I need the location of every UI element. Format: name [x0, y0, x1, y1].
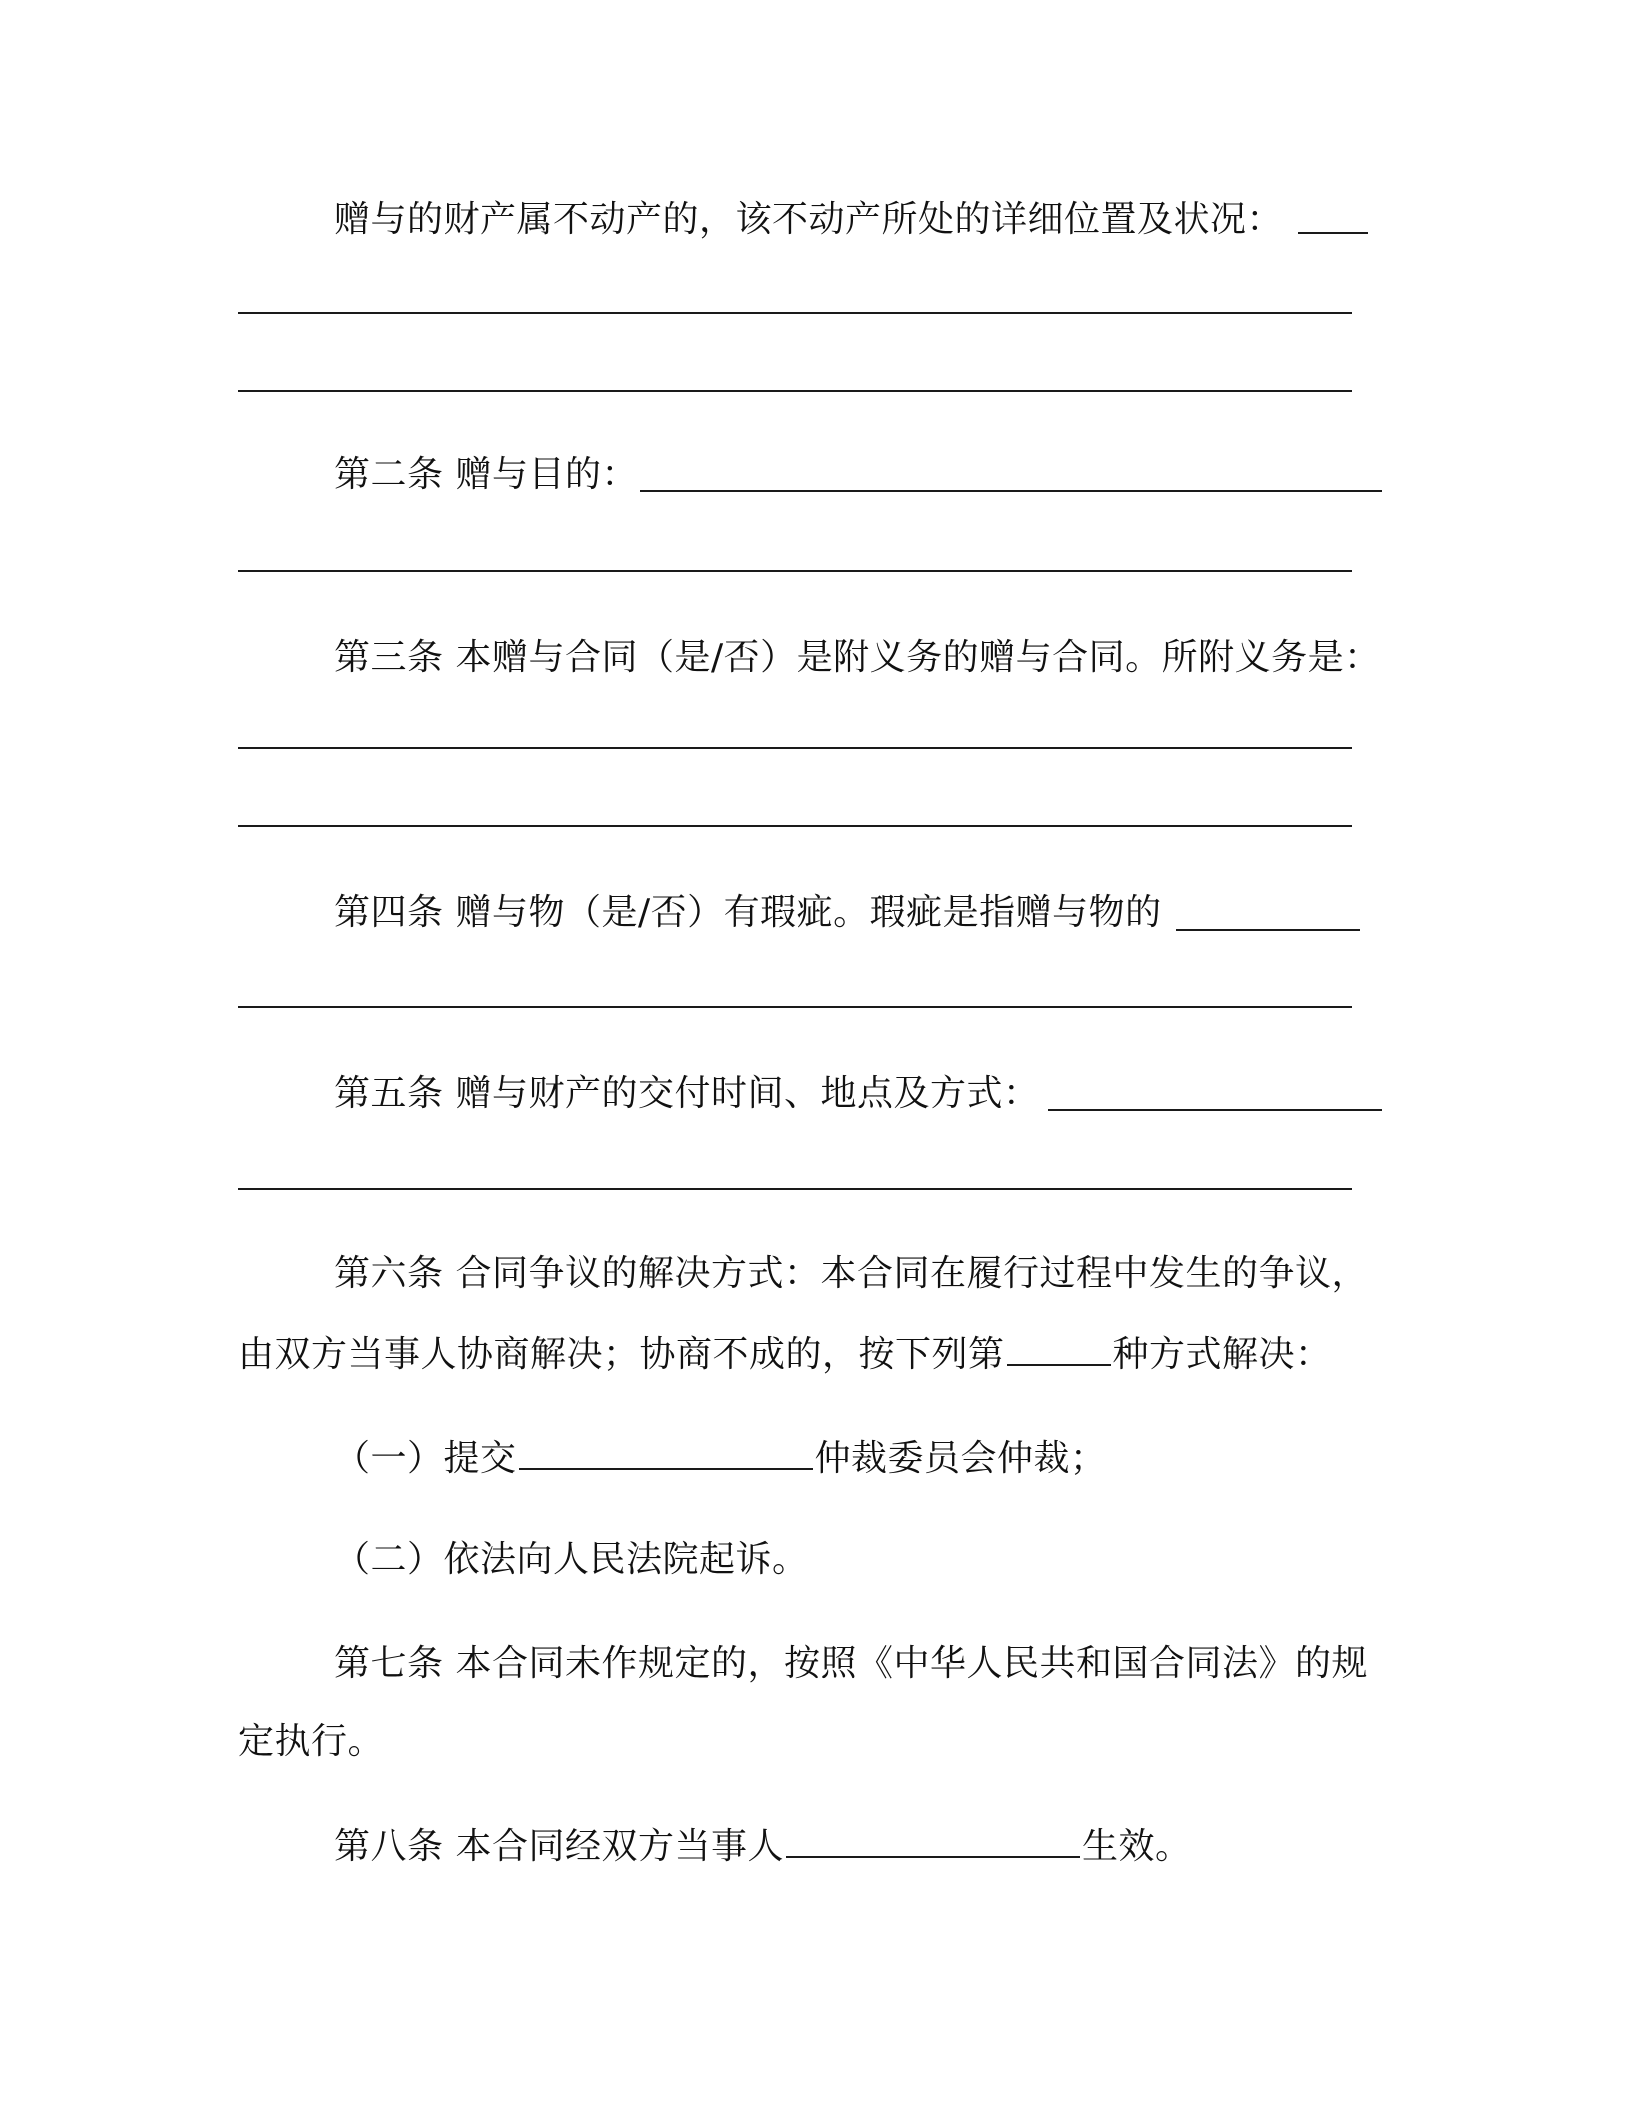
article-7 [334, 1640, 1368, 1688]
option-text: 仲裁委员会仲裁； [814, 1438, 1107, 1479]
blank-method-number[interactable] [1007, 1328, 1111, 1366]
article-5 [334, 1070, 1040, 1118]
article-text: 赠与物（是/否）有瑕疵。瑕疵是指赠与物的 [455, 892, 1162, 933]
blank-line[interactable] [238, 747, 1352, 749]
blank-line[interactable] [238, 1006, 1352, 1008]
blank-line[interactable] [238, 390, 1352, 392]
blank-line[interactable] [238, 312, 1352, 314]
article-text: 本赠与合同（是/否）是附义务的赠与合同。所附义务是： [455, 637, 1381, 678]
paragraph-immovable-property [334, 196, 1283, 244]
article-label: 第二条 [334, 454, 444, 495]
option-text: （二）依法向人民法院起诉。 [334, 1539, 809, 1580]
blank-line[interactable] [640, 490, 1382, 492]
article-text: 种方式解决： [1112, 1334, 1332, 1375]
paragraph-text: 赠与的财产属不动产的，该不动产所处的详细位置及状况： [334, 199, 1284, 240]
option-2 [334, 1536, 809, 1584]
article-2 [334, 451, 638, 499]
article-label: 第三条 [334, 637, 444, 678]
article-label: 第八条 [334, 1826, 444, 1867]
article-text: 由双方当事人协商解决；协商不成的，按下列第 [238, 1334, 1005, 1375]
article-6-continuation [238, 1328, 1332, 1379]
article-label: 第七条 [334, 1643, 444, 1684]
blank-line[interactable] [1048, 1109, 1382, 1111]
blank-line[interactable] [238, 1188, 1352, 1190]
blank-line[interactable] [238, 825, 1352, 827]
article-6 [334, 1250, 1368, 1298]
article-text: 本合同经双方当事人 [455, 1826, 785, 1867]
article-text: 赠与目的： [455, 454, 639, 495]
blank-line[interactable] [238, 570, 1352, 572]
article-4 [334, 889, 1162, 937]
option-1 [334, 1432, 1107, 1483]
blank-arbitration-commission[interactable] [519, 1432, 813, 1470]
blank-line[interactable] [1298, 232, 1368, 234]
article-label: 第四条 [334, 892, 444, 933]
article-text: 合同争议的解决方式：本合同在履行过程中发生的争议， [455, 1253, 1369, 1294]
article-label: 第六条 [334, 1253, 444, 1294]
article-label: 第五条 [334, 1073, 444, 1114]
article-text: 赠与财产的交付时间、地点及方式： [455, 1073, 1040, 1114]
article-8 [334, 1820, 1192, 1871]
article-text: 生效。 [1082, 1826, 1192, 1867]
article-3 [334, 634, 1381, 682]
blank-effective-condition[interactable] [786, 1820, 1080, 1858]
article-7-continuation [238, 1718, 384, 1766]
option-text: （一）提交 [334, 1438, 517, 1479]
article-text: 本合同未作规定的，按照《中华人民共和国合同法》的规 [455, 1643, 1369, 1684]
blank-line[interactable] [1176, 929, 1360, 931]
article-text: 定执行。 [238, 1721, 385, 1762]
